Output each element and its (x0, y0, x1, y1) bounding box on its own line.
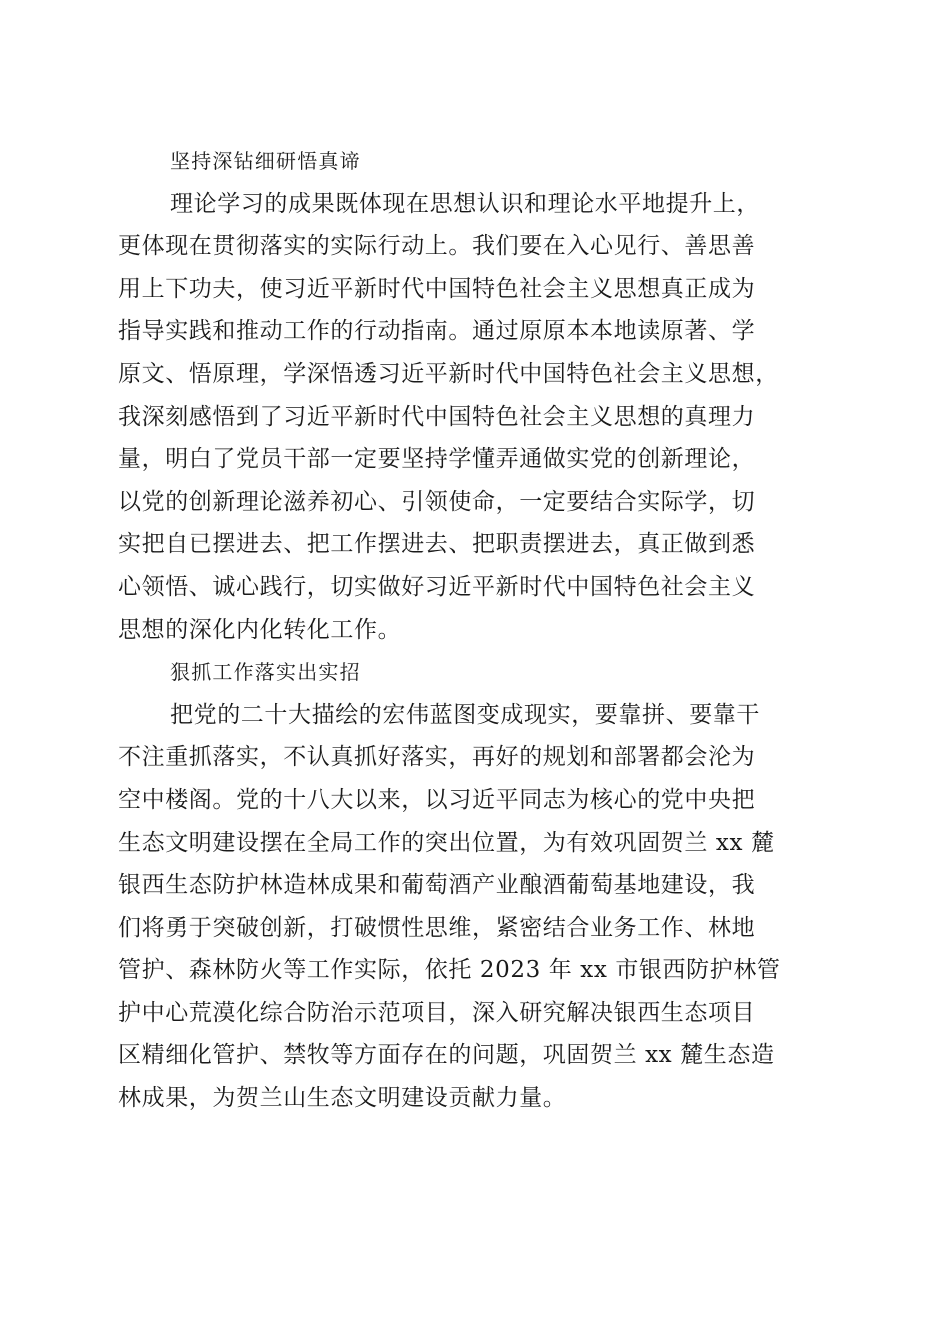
paragraph-line: 理论学习的成果既体现在思想认识和理论水平地提升上， (170, 190, 760, 217)
paragraph-line: 以党的创新理论滋养初心、引领使命，一定要结合实际学，切 (118, 488, 756, 515)
paragraph-line: 护中心荒漠化综合防治示范项目，深入研究解决银西生态项目 (118, 999, 756, 1026)
section-heading: 坚持深钻细研悟真谛 (170, 149, 361, 173)
paragraph-line: 生态文明建设摆在全局工作的突出位置，为有效巩固贺兰 xx 麓 (118, 829, 775, 856)
paragraph-line: 们将勇于突破创新，打破惯性思维，紧密结合业务工作、林地 (118, 914, 756, 941)
paragraph-line: 管护、森林防火等工作实际，依托 2023 年 xx 市银西防护林管 (118, 957, 781, 984)
paragraph-line: 实把自已摆进去、把工作摆进去、把职责摆进去，真正做到悉 (118, 531, 756, 558)
document-body (118, 140, 830, 1120)
section-heading: 狠抓工作落实出实招 (170, 660, 361, 685)
paragraph-line: 思想的深化内化转化工作。 (118, 616, 402, 643)
paragraph-line: 把党的二十大描绘的宏伟蓝图变成现实，要靠拼、要靠干 (170, 701, 760, 728)
paragraph-line: 量，明白了党员干部一定要坚持学懂弄通做实党的创新理论， (118, 446, 756, 473)
paragraph-line: 区精细化管护、禁牧等方面存在的问题，巩固贺兰 xx 麓生态造 (118, 1042, 775, 1069)
paragraph-line: 指导实践和推动工作的行动指南。通过原原本本地读原著、学 (118, 318, 756, 345)
paragraph-line: 用上下功夫，使习近平新时代中国特色社会主义思想真正成为 (118, 275, 756, 302)
paragraph-line: 原文、悟原理，学深悟透习近平新时代中国特色社会主义思想， (118, 360, 779, 387)
paragraph-line: 更体现在贯彻落实的实际行动上。我们要在入心见行、善思善 (118, 233, 756, 260)
paragraph-line: 心领悟、诚心践行，切实做好习近平新时代中国特色社会主义 (118, 573, 756, 600)
paragraph-line: 林成果，为贺兰山生态文明建设贡献力量。 (118, 1085, 567, 1112)
paragraph-line: 不注重抓落实，不认真抓好落实，再好的规划和部署都会沦为 (118, 744, 756, 771)
paragraph-line: 我深刻感悟到了习近平新时代中国特色社会主义思想的真理力 (118, 403, 756, 430)
paragraph-line: 空中楼阁。党的十八大以来，以习近平同志为核心的党中央把 (118, 786, 756, 813)
paragraph-line: 银西生态防护林造林成果和葡萄酒产业酿酒葡萄基地建设，我 (118, 872, 756, 899)
